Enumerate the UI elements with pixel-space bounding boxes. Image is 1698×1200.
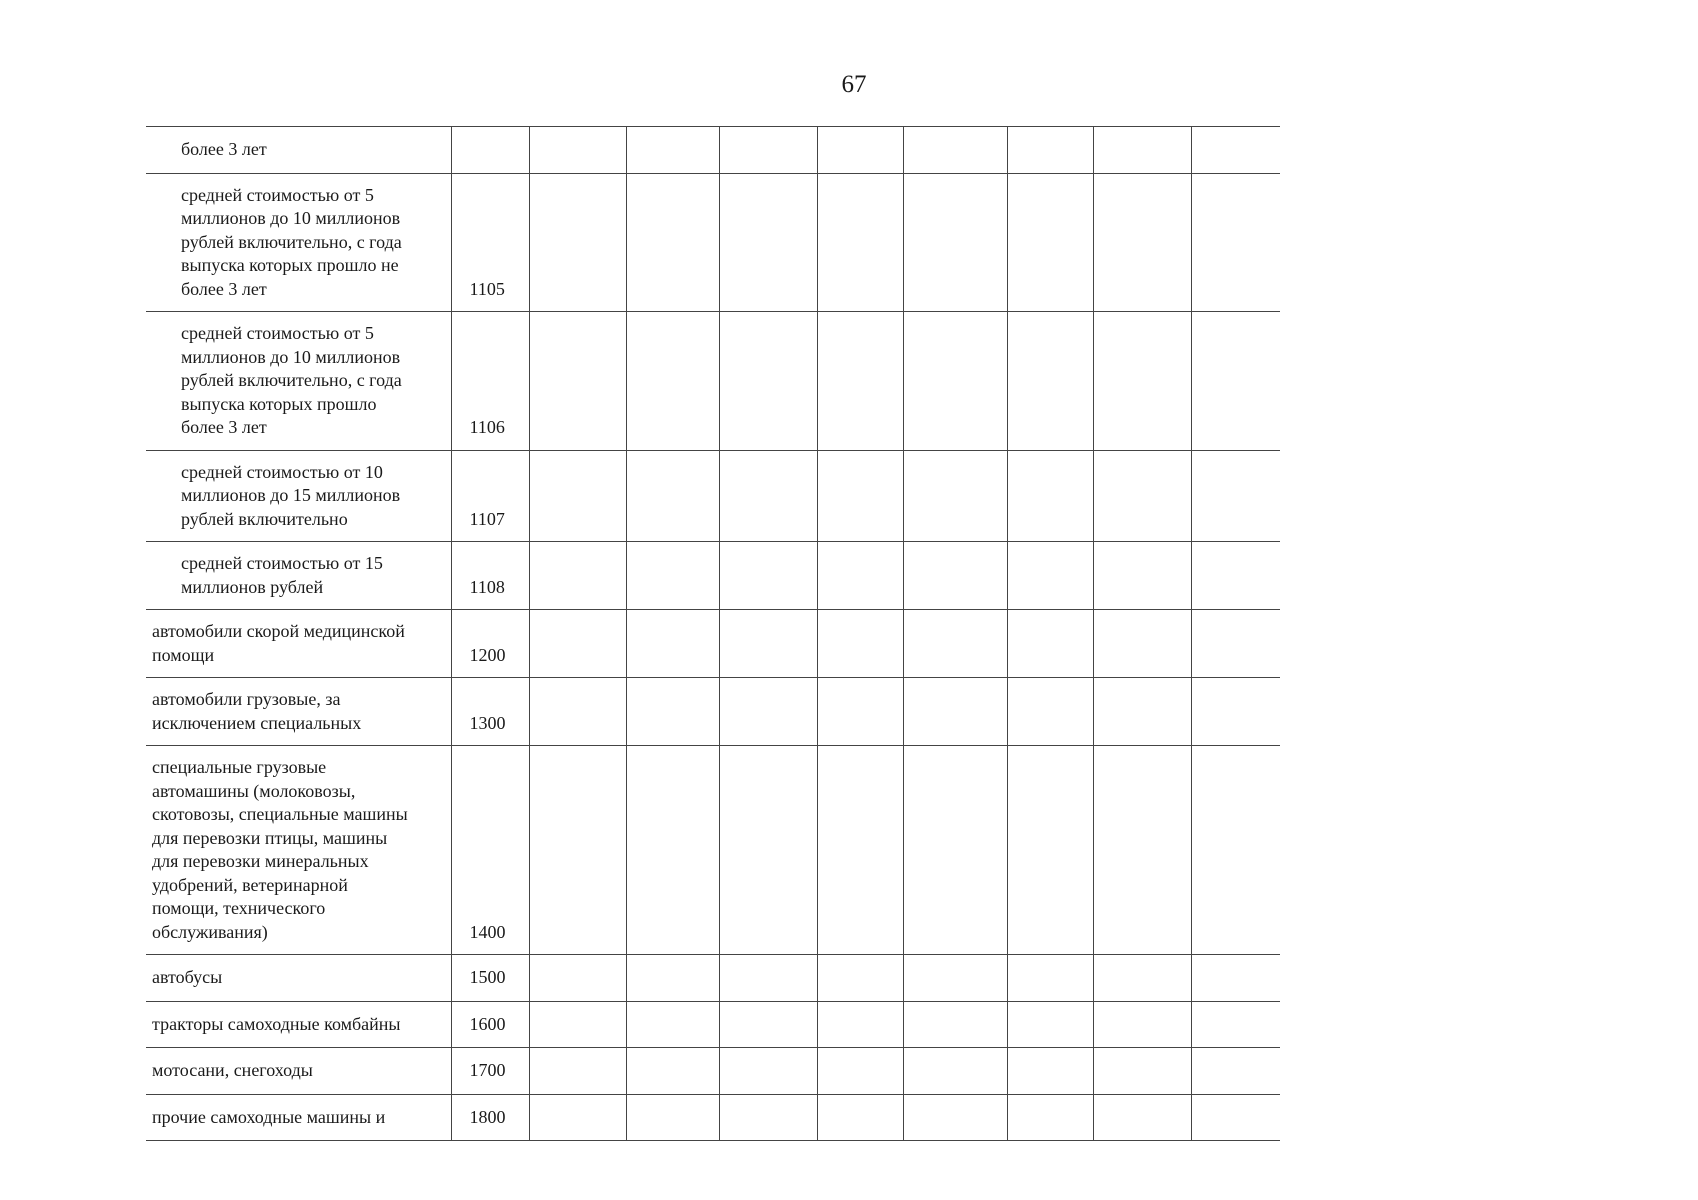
row-code: 1105 [451,173,529,312]
empty-cell[interactable] [1191,610,1280,678]
empty-cell[interactable] [817,450,903,542]
table-row [146,312,1280,451]
row-label: средней стоимостью от 10 миллионов до 15 миллионов рублей включительно [146,450,451,542]
row-code: 1600 [451,1001,529,1048]
row-label: тракторы самоходные комбайны [146,1001,451,1048]
empty-cell[interactable] [1007,955,1093,1002]
empty-cell[interactable] [529,542,626,610]
empty-cell[interactable] [1093,1048,1191,1095]
table-row [146,746,1280,955]
row-label: средней стоимостью от 5 миллионов до 10 миллионов рублей включительно, с года выпуска которых прошло более 3 лет [146,312,451,451]
empty-cell[interactable] [719,450,817,542]
empty-cell[interactable] [1093,1001,1191,1048]
row-label: мотосани, снегоходы [146,1048,451,1095]
empty-cell[interactable] [817,746,903,955]
empty-cell[interactable] [817,1001,903,1048]
empty-cell[interactable] [817,1048,903,1095]
empty-cell[interactable] [1093,610,1191,678]
empty-cell[interactable] [529,678,626,746]
empty-cell[interactable] [626,678,719,746]
empty-cell[interactable] [903,1048,1007,1095]
empty-cell[interactable] [817,955,903,1002]
empty-cell[interactable] [817,173,903,312]
empty-cell[interactable] [719,312,817,451]
empty-cell[interactable] [1093,955,1191,1002]
table-row [146,610,1280,678]
empty-cell[interactable] [626,173,719,312]
empty-cell[interactable] [626,450,719,542]
empty-cell[interactable] [1007,1094,1093,1141]
empty-cell[interactable] [1191,955,1280,1002]
table-row [146,173,1280,312]
table-row [146,1001,1280,1048]
empty-cell[interactable] [1191,127,1280,174]
row-code: 1700 [451,1048,529,1095]
empty-cell[interactable] [626,127,719,174]
empty-cell[interactable] [1093,127,1191,174]
empty-cell[interactable] [1007,542,1093,610]
empty-cell[interactable] [719,746,817,955]
empty-cell[interactable] [1093,746,1191,955]
page-number: 67 [841,71,867,98]
empty-cell[interactable] [1007,312,1093,451]
empty-cell[interactable] [1093,450,1191,542]
row-code [451,127,529,174]
empty-cell[interactable] [903,542,1007,610]
row-code: 1500 [451,955,529,1002]
empty-cell[interactable] [903,678,1007,746]
empty-cell[interactable] [903,312,1007,451]
empty-cell[interactable] [1093,1094,1191,1141]
empty-cell[interactable] [903,450,1007,542]
empty-cell[interactable] [817,610,903,678]
table-row [146,542,1280,610]
empty-cell[interactable] [817,542,903,610]
row-label: автобусы [146,955,451,1002]
table-row [146,678,1280,746]
row-label: средней стоимостью от 15 миллионов рублей [146,542,451,610]
row-label: автомобили скорой медицинской помощи [146,610,451,678]
empty-cell[interactable] [1191,450,1280,542]
empty-cell[interactable] [719,173,817,312]
empty-cell[interactable] [529,127,626,174]
empty-cell[interactable] [817,678,903,746]
row-code: 1107 [451,450,529,542]
empty-cell[interactable] [719,610,817,678]
empty-cell[interactable] [719,1094,817,1141]
empty-cell[interactable] [1007,746,1093,955]
empty-cell[interactable] [1191,1001,1280,1048]
empty-cell[interactable] [1007,173,1093,312]
empty-cell[interactable] [817,127,903,174]
table-row [146,127,1280,174]
empty-cell[interactable] [1007,1001,1093,1048]
row-label: автомобили грузовые, за исключением специальных [146,678,451,746]
row-label: более 3 лет [146,127,451,174]
row-label: специальные грузовые автомашины (молоковозы, скотовозы, специальные машины для перевозки птицы, машины для перевозки минеральных удобрений, ветеринарной помощи, технического обслуживания) [146,746,451,955]
empty-cell[interactable] [1191,746,1280,955]
empty-cell[interactable] [719,1048,817,1095]
empty-cell[interactable] [529,450,626,542]
empty-cell[interactable] [529,955,626,1002]
empty-cell[interactable] [903,955,1007,1002]
empty-cell[interactable] [529,1094,626,1141]
empty-cell[interactable] [626,312,719,451]
empty-cell[interactable] [903,127,1007,174]
empty-cell[interactable] [626,1048,719,1095]
empty-cell[interactable] [903,1094,1007,1141]
empty-cell[interactable] [529,1001,626,1048]
row-code: 1300 [451,678,529,746]
empty-cell[interactable] [719,955,817,1002]
empty-cell[interactable] [719,127,817,174]
empty-cell[interactable] [626,1001,719,1048]
row-label: прочие самоходные машины и [146,1094,451,1141]
empty-cell[interactable] [529,173,626,312]
empty-cell[interactable] [1007,1048,1093,1095]
empty-cell[interactable] [903,746,1007,955]
empty-cell[interactable] [626,955,719,1002]
empty-cell[interactable] [719,1001,817,1048]
empty-cell[interactable] [626,746,719,955]
empty-cell[interactable] [1007,127,1093,174]
empty-cell[interactable] [1093,173,1191,312]
empty-cell[interactable] [1191,1094,1280,1141]
empty-cell[interactable] [529,610,626,678]
empty-cell[interactable] [1191,1048,1280,1095]
empty-cell[interactable] [1191,678,1280,746]
empty-cell[interactable] [719,678,817,746]
row-code: 1106 [451,312,529,451]
empty-cell[interactable] [1093,678,1191,746]
empty-cell[interactable] [626,610,719,678]
row-code: 1800 [451,1094,529,1141]
empty-cell[interactable] [529,312,626,451]
table-row [146,1048,1280,1095]
empty-cell[interactable] [719,542,817,610]
table-body [146,127,1280,1141]
row-code: 1108 [451,542,529,610]
empty-cell[interactable] [1007,610,1093,678]
table-row [146,450,1280,542]
empty-cell[interactable] [1191,542,1280,610]
empty-cell[interactable] [1007,678,1093,746]
empty-cell[interactable] [903,1001,1007,1048]
empty-cell[interactable] [626,1094,719,1141]
empty-cell[interactable] [1191,312,1280,451]
empty-cell[interactable] [1007,450,1093,542]
empty-cell[interactable] [817,312,903,451]
empty-cell[interactable] [903,173,1007,312]
empty-cell[interactable] [626,542,719,610]
empty-cell[interactable] [529,1048,626,1095]
empty-cell[interactable] [1093,312,1191,451]
empty-cell[interactable] [903,610,1007,678]
table-row [146,1094,1280,1141]
row-code: 1200 [451,610,529,678]
row-label: средней стоимостью от 5 миллионов до 10 миллионов рублей включительно, с года выпуска которых прошло не более 3 лет [146,173,451,312]
vehicle-report-table [146,126,1280,1141]
row-code: 1400 [451,746,529,955]
empty-cell[interactable] [1093,542,1191,610]
empty-cell[interactable] [1191,173,1280,312]
empty-cell[interactable] [529,746,626,955]
empty-cell[interactable] [817,1094,903,1141]
table-row [146,955,1280,1002]
